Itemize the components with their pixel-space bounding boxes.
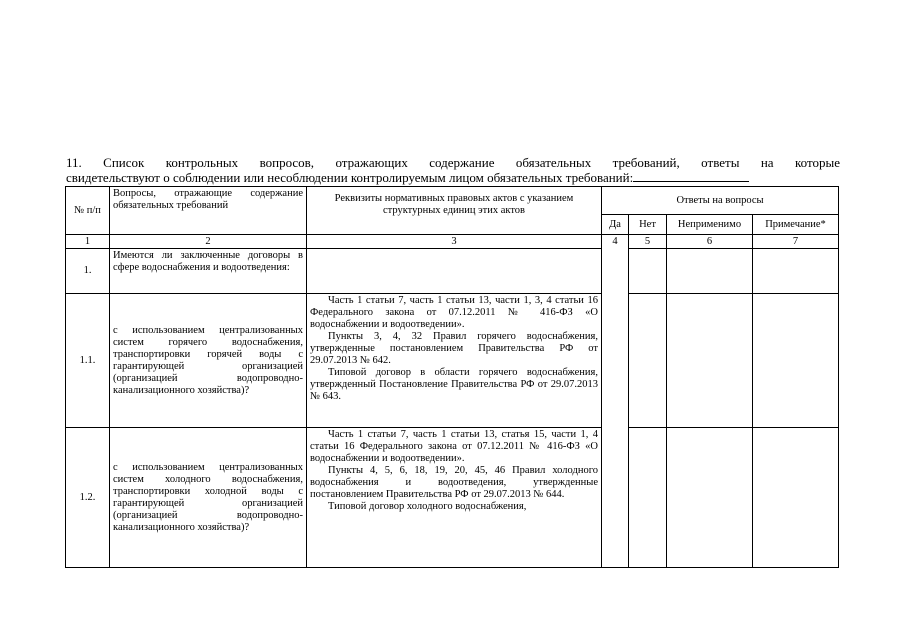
requisite-paragraph: Типовой договор в области горячего водоснабжения, утвержденный Постановление Правительства РФ от 29.07.2013 № 643. <box>310 367 598 402</box>
header-note: Примечание* <box>753 215 839 235</box>
requisite-paragraph: Часть 1 статьи 7, часть 1 статьи 13, части 1, 3, 4 статьи 16 Федерального закона от 07.12.2011 № 416-ФЗ «О водоснабжении и водоотведении». <box>310 295 598 330</box>
row-question: с использованием централизованных систем горячего водоснабжения, транспортировки горячей воды с гарантирующей организацией (организацией водопроводно-канализационного хозяйства)? <box>110 294 307 428</box>
column-number: 5 <box>629 235 667 249</box>
heading-line-1: 11. Список контрольных вопросов, отражающих содержание обязательных требований, ответы на которые <box>66 155 840 170</box>
answer-no-cell[interactable] <box>629 249 667 294</box>
answer-blank-line <box>633 170 749 182</box>
answer-na-cell[interactable] <box>667 428 753 568</box>
column-number-row <box>66 235 839 249</box>
heading-line-2-text: свидетельствуют о соблюдении или несоблюдении контролируемым лицом обязательных требований: <box>66 170 634 185</box>
column-number: 7 <box>753 235 839 249</box>
header-row-1 <box>66 187 839 215</box>
table-row <box>66 249 839 294</box>
answer-note-cell[interactable] <box>753 294 839 428</box>
header-no: Нет <box>629 215 667 235</box>
header-questions: Вопросы, отражающие содержание обязательных требований <box>110 187 307 235</box>
header-requisites: Реквизиты нормативных правовых актов с указанием структурных единиц этих актов <box>307 187 602 235</box>
section-heading <box>66 156 840 185</box>
requisite-paragraph: Типовой договор холодного водоснабжения, <box>328 501 527 512</box>
answer-yes-cell[interactable] <box>602 294 629 428</box>
column-number: 6 <box>667 235 753 249</box>
row-number: 1.1. <box>66 294 110 428</box>
requisite-paragraph: Пункты 4, 5, 6, 18, 19, 20, 45, 46 Правил холодного водоснабжения и водоотведения, утвержденные постановлением Правительства РФ от 29.07.2013 № 644. <box>310 465 598 500</box>
answer-note-cell[interactable] <box>753 249 839 294</box>
answer-na-cell[interactable] <box>667 249 753 294</box>
row-question: Имеются ли заключенные договоры в сфере водоснабжения и водоотведения: <box>110 249 307 294</box>
row-question: с использованием централизованных систем холодного водоснабжения, транспортировки холодной воды с гарантирующей организацией (организацией водопроводно-канализационного хозяйства)? <box>110 428 307 568</box>
answer-na-cell[interactable] <box>667 294 753 428</box>
header-answers: Ответы на вопросы <box>602 187 839 215</box>
header-na: Неприменимо <box>667 215 753 235</box>
checklist-table <box>65 186 839 568</box>
answer-yes-cell[interactable] <box>602 428 629 568</box>
answer-yes-cell[interactable] <box>602 249 629 294</box>
header-yes: Да <box>602 215 629 235</box>
header-num: № п/п <box>66 187 110 235</box>
row-requisites <box>307 428 602 568</box>
column-number: 3 <box>307 235 602 249</box>
table-row <box>66 294 839 428</box>
row-requisites <box>307 294 602 428</box>
row-number: 1.2. <box>66 428 110 568</box>
answer-note-cell[interactable] <box>753 428 839 568</box>
row-requisites <box>307 249 602 294</box>
answer-no-cell[interactable] <box>629 294 667 428</box>
heading-line-2 <box>66 170 840 185</box>
column-number: 1 <box>66 235 110 249</box>
column-number: 4 <box>602 235 629 249</box>
row-number: 1. <box>66 249 110 294</box>
requisite-paragraph: Пункты 3, 4, 32 Правил горячего водоснабжения, утвержденные постановлением Правительства РФ от 29.07.2013 № 642. <box>310 331 598 366</box>
column-number: 2 <box>110 235 307 249</box>
requisite-paragraph: Часть 1 статьи 7, часть 1 статьи 13, статья 15, части 1, 4 статьи 16 Федерального закона от 07.12.2011 № 416-ФЗ «О водоснабжении и водоотведении». <box>310 429 598 464</box>
table-row <box>66 428 839 568</box>
answer-no-cell[interactable] <box>629 428 667 568</box>
